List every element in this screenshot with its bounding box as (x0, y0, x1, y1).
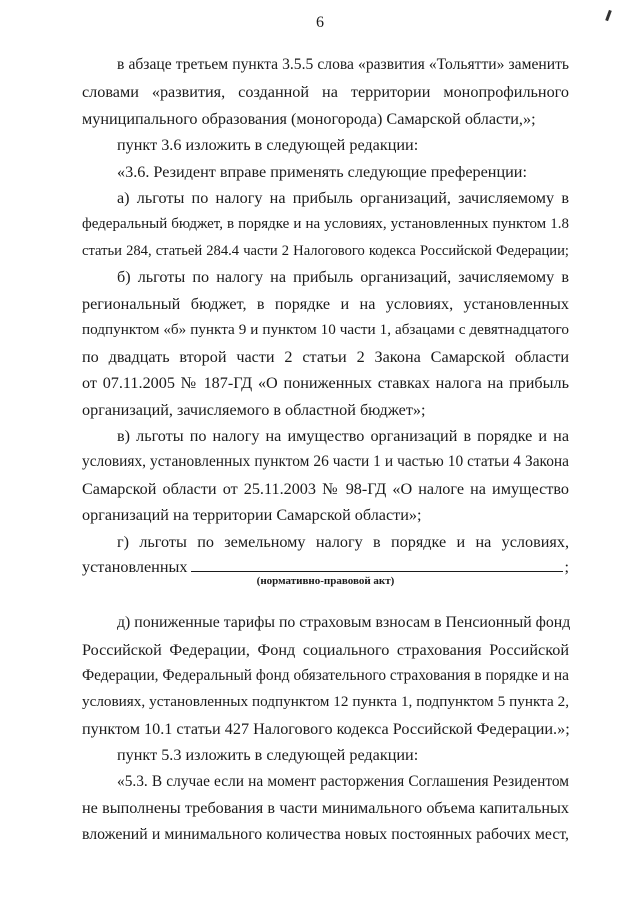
text-line: Федерации, Федеральный фонд обязательного страхования в порядке и на (82, 667, 569, 684)
text-line: по двадцать второй части 2 статьи 2 Закона Самарской области (82, 348, 569, 366)
text-line: пункт 3.6 изложить в следующей редакции: (117, 136, 419, 154)
text-line: «5.3. В случае если на момент расторжения Соглашения Резидентом (117, 773, 569, 790)
text-line: условиях, установленных подпунктом 12 пункта 1, подпунктом 5 пункта 2, (82, 693, 569, 710)
text-line: Самарской области от 25.11.2003 № 98-ГД «О налоге на имущество (82, 480, 569, 498)
text-line: в) льготы по налогу на имущество организаций в порядке и на (117, 427, 569, 445)
text-line: подпунктом «б» пункта 9 и пунктом 10 части 1, абзацами с девятнадцатого (82, 321, 569, 338)
text-line: от 07.11.2005 № 187-ГД «О пониженных ставках налога на прибыль (82, 374, 569, 392)
text-line: федеральный бюджет, в порядке и на условиях, установленных пунктом 1.8 (82, 216, 569, 232)
text-line: муниципального образования (моногорода) Самарской области,»; (82, 110, 536, 128)
text-line: Российской Федерации, Фонд социального страхования Российской (82, 641, 569, 659)
text-line: не выполнены требования в части минимального объема капитальных (82, 799, 569, 817)
text-line: д) пониженные тарифы по страховым взносам в Пенсионный фонд (117, 614, 571, 631)
text-line: б) льготы по налогу на прибыль организаций, зачисляемому в (117, 268, 569, 286)
text-line: условиях, установленных пунктом 26 части 1 и частью 10 статьи 4 Закона (82, 453, 569, 470)
fill-caption: (нормативно-правовой акт) (256, 575, 395, 587)
fill-line-end: ; (564, 558, 569, 576)
text-line: вложений и минимального количества новых постоянных рабочих мест, (82, 826, 569, 843)
text-line: организаций на территории Самарской области»; (82, 506, 422, 524)
text-line: организаций, зачисляемого в областной бюджет»; (82, 401, 426, 419)
text-line: а) льготы по налогу на прибыль организаций, зачисляемому в (117, 189, 569, 207)
text-line: пунктом 10.1 статьи 427 Налогового кодекса Российской Федерации.»; (82, 720, 570, 738)
text-line: словами «развития, созданной на территории монопрофильного (82, 83, 569, 101)
text-line: в абзаце третьем пункта 3.5.5 слова «развития «Тольятти» заменить (117, 56, 569, 73)
text-line: «3.6. Резидент вправе применять следующие преференции: (117, 163, 527, 181)
text-line: г) льготы по земельному налогу в порядке и на условиях, (117, 533, 569, 551)
text-line: региональный бюджет, в порядке и на условиях, установленных (82, 295, 569, 313)
text-line: пункт 5.3 изложить в следующей редакции: (117, 746, 419, 764)
text-line: статьи 284, статьей 284.4 части 2 Налогового кодекса Российской Федерации; (82, 243, 569, 259)
fill-blank (191, 556, 562, 572)
page-number: 6 (316, 14, 324, 31)
fill-line-label: установленных (82, 558, 188, 576)
